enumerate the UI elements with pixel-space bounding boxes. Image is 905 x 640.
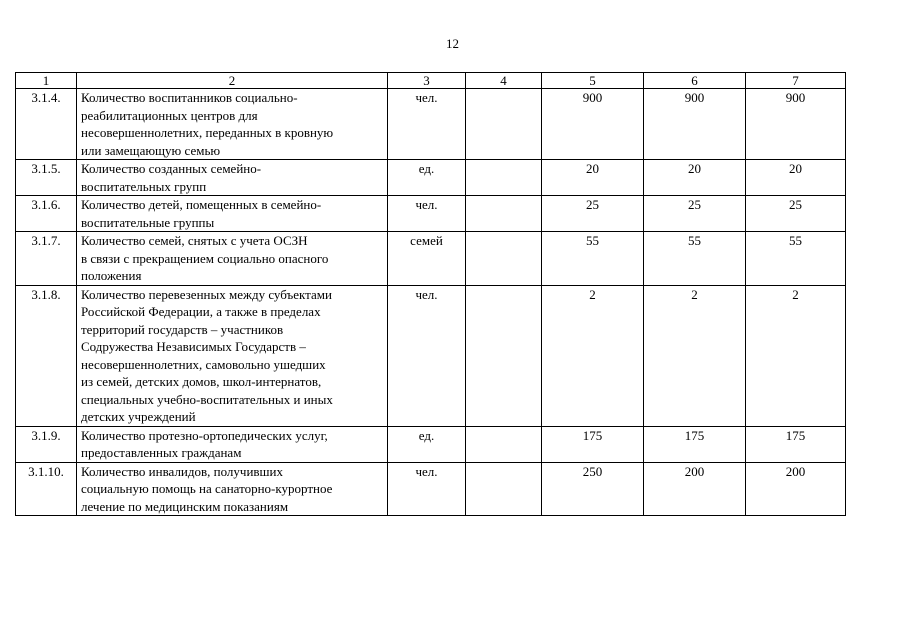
table-row (16, 160, 846, 196)
col7-value-cell: 900 (746, 89, 846, 160)
col6-value-cell: 200 (644, 462, 746, 516)
col4-cell (466, 160, 542, 196)
table-header-row (16, 73, 846, 89)
indicator-name-cell (77, 285, 388, 426)
row-number-cell: 3.1.5. (16, 160, 77, 196)
table-row (16, 426, 846, 462)
indicator-name-cell (77, 196, 388, 232)
unit-cell: чел. (388, 89, 466, 160)
col7-value-cell: 2 (746, 285, 846, 426)
col7-value-cell: 55 (746, 232, 846, 286)
indicator-name-line: реабилитационных центров для (81, 107, 258, 123)
col5-value-cell: 2 (542, 285, 644, 426)
col7-value-cell: 175 (746, 426, 846, 462)
indicator-name-line: Количество перевезенных между субъектами (81, 286, 332, 302)
col5-value-cell: 175 (542, 426, 644, 462)
header-cell-6: 6 (644, 73, 746, 89)
unit-cell: чел. (388, 462, 466, 516)
col7-value-cell: 200 (746, 462, 846, 516)
indicator-name-cell (77, 462, 388, 516)
table-row (16, 462, 846, 516)
header-cell-1: 1 (16, 73, 77, 89)
col4-cell (466, 232, 542, 286)
col6-value-cell: 900 (644, 89, 746, 160)
unit-cell: ед. (388, 426, 466, 462)
unit-cell: чел. (388, 196, 466, 232)
row-number-cell: 3.1.7. (16, 232, 77, 286)
col6-value-cell: 175 (644, 426, 746, 462)
indicator-name-line: Количество протезно-ортопедических услуг, (81, 427, 328, 443)
table-row (16, 285, 846, 426)
indicator-name-line: несовершеннолетних, самовольно ушедших (81, 356, 326, 372)
col6-value-cell: 25 (644, 196, 746, 232)
indicator-name-line: Количество инвалидов, получивших (81, 463, 284, 479)
indicator-name-line: предоставленных гражданам (81, 445, 242, 460)
col4-cell (466, 462, 542, 516)
row-number-cell: 3.1.9. (16, 426, 77, 462)
indicator-name-line: детских учреждений (81, 409, 196, 424)
col7-value-cell: 25 (746, 196, 846, 232)
indicator-name-line: в связи с прекращением социально опасного (81, 250, 329, 266)
indicator-name-line: социальную помощь на санаторно-курортное (81, 481, 333, 496)
indicator-name-cell (77, 89, 388, 160)
table-row (16, 232, 846, 286)
col6-value-cell: 20 (644, 160, 746, 196)
col5-value-cell: 20 (542, 160, 644, 196)
indicator-name-line: или замещающую семью (81, 142, 221, 158)
unit-cell: чел. (388, 285, 466, 426)
table-row (16, 196, 846, 232)
indicator-name-line: несовершеннолетних, переданных в кровную (81, 125, 334, 140)
unit-cell: семей (388, 232, 466, 286)
col7-value-cell: 20 (746, 160, 846, 196)
indicator-name-line: Российской Федерации, а также в пределах (81, 304, 321, 319)
col5-value-cell: 900 (542, 89, 644, 160)
row-number-cell: 3.1.8. (16, 285, 77, 426)
header-cell-4: 4 (466, 73, 542, 89)
row-number-cell: 3.1.10. (16, 462, 77, 516)
col5-value-cell: 55 (542, 232, 644, 286)
row-number-cell: 3.1.6. (16, 196, 77, 232)
header-cell-2: 2 (77, 73, 388, 89)
indicator-name-line: территорий государств – участников (81, 321, 284, 337)
header-cell-3: 3 (388, 73, 466, 89)
indicator-name-line: Количество семей, снятых с учета ОСЗН (81, 233, 308, 248)
col4-cell (466, 89, 542, 160)
col5-value-cell: 25 (542, 196, 644, 232)
indicator-name-line: воспитательные группы (81, 214, 215, 230)
indicator-name-cell (77, 160, 388, 196)
indicator-name-line: специальных учебно-воспитательных и иных (81, 391, 333, 407)
page-number: 12 (446, 36, 459, 51)
indicator-name-line: положения (81, 268, 142, 283)
indicator-name-cell (77, 426, 388, 462)
indicator-name-line: лечение по медицинским показаниям (81, 498, 289, 514)
col4-cell (466, 285, 542, 426)
col6-value-cell: 55 (644, 232, 746, 286)
col4-cell (466, 196, 542, 232)
indicator-name-line: Содружества Независимых Государств – (81, 339, 306, 354)
col6-value-cell: 2 (644, 285, 746, 426)
row-number-cell: 3.1.4. (16, 89, 77, 160)
indicator-name-cell (77, 232, 388, 286)
header-cell-5: 5 (542, 73, 644, 89)
indicator-name-line: воспитательных групп (81, 178, 207, 194)
table-row (16, 89, 846, 160)
indicator-name-line: Количество детей, помещенных в семейно- (81, 197, 322, 212)
indicator-name-line: Количество воспитанников социально- (81, 90, 298, 105)
indicator-name-line: Количество созданных семейно- (81, 161, 262, 176)
indicator-name-line: из семей, детских домов, школ-интернатов, (81, 374, 322, 389)
unit-cell: ед. (388, 160, 466, 196)
header-cell-7: 7 (746, 73, 846, 89)
col5-value-cell: 250 (542, 462, 644, 516)
indicators-table (15, 72, 846, 516)
col4-cell (466, 426, 542, 462)
